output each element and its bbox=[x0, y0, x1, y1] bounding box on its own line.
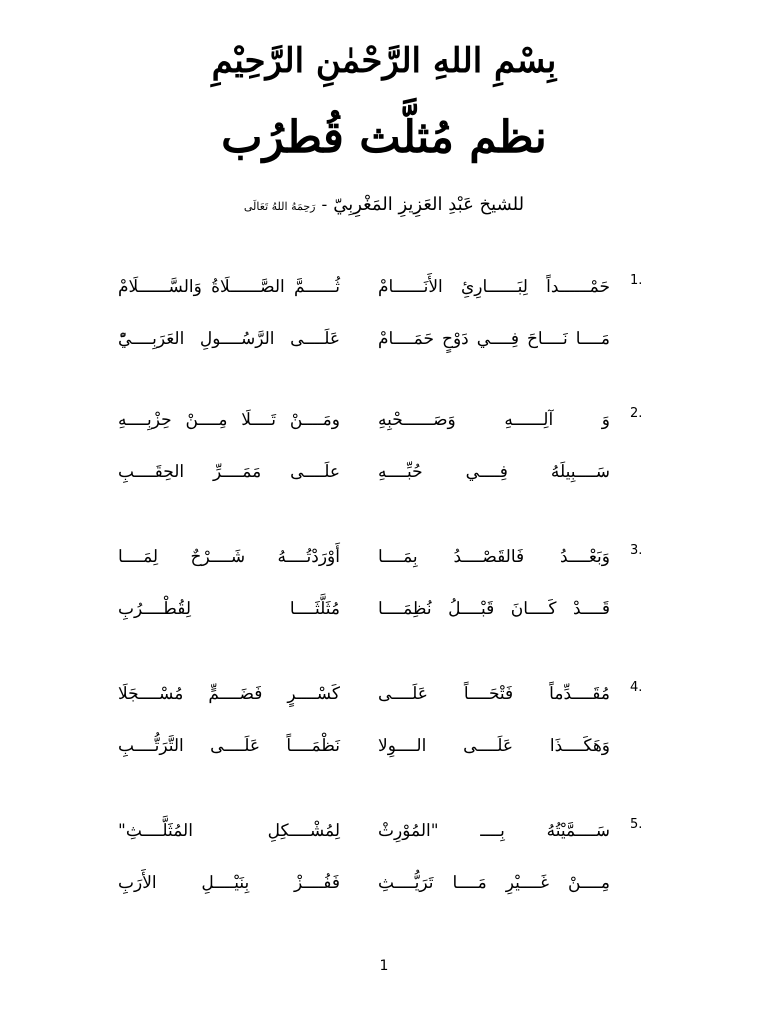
verse-second-hemistich: مُثَلَّثَــــا لِقُطْــــرُبِ bbox=[118, 599, 340, 619]
verse-line bbox=[0, 540, 768, 574]
verse-line bbox=[0, 592, 768, 626]
stanza bbox=[0, 677, 768, 797]
verse-second-hemistich: أَوْرَدْتُــــهُ شَــــرْحٌ لِمَــــا bbox=[118, 547, 340, 567]
stanza bbox=[0, 540, 768, 660]
stanza-number: 1. bbox=[630, 273, 643, 288]
verse-line bbox=[0, 322, 768, 356]
verse-second-hemistich: نَظْمَــــاً عَلَــــى التَّرَتُّــــبِ bbox=[118, 736, 340, 756]
verse-line bbox=[0, 270, 768, 304]
author-name: للشيخ عَبْدِ العَزِيزِ المَغْرِبِيّ bbox=[333, 194, 525, 215]
stanza bbox=[0, 270, 768, 390]
stanza-number: 3. bbox=[630, 543, 643, 558]
verse-line bbox=[0, 455, 768, 489]
verse-first-hemistich: وَبَعْــــدُ فَالقَصْــــدُ بِمَــــا bbox=[378, 547, 610, 567]
verse-line bbox=[0, 403, 768, 437]
page-title: نظم مُثلَّث قُطرُب bbox=[221, 112, 547, 163]
stanza-number: 4. bbox=[630, 680, 643, 695]
verse-first-hemistich: وَ آلِــــــهِ وَصَــــــحْبِهِ bbox=[378, 410, 610, 430]
stanza-number: 2. bbox=[630, 406, 643, 421]
verse-second-hemistich: كَسْــــرٍ فَضَــــمٍّ مُسْــــجَلَا bbox=[118, 684, 340, 704]
verse-first-hemistich: مِــــنْ غَــــيْرِ مَــــا تَرَيُّــــثِ bbox=[378, 873, 610, 893]
verse-first-hemistich: مُقَــــدِّماً فَتْحَــــاً عَلَــــى bbox=[378, 684, 610, 704]
author-separator: - bbox=[321, 195, 328, 215]
verse-line bbox=[0, 729, 768, 763]
stanza bbox=[0, 403, 768, 523]
page-number: 1 bbox=[379, 958, 389, 974]
stanza-number: 5. bbox=[630, 817, 643, 832]
verse-first-hemistich: حَمْــــــداً لِبَــــــارِئِ الأَنَــــــامْ bbox=[378, 277, 610, 297]
verse-line bbox=[0, 866, 768, 900]
verse-line bbox=[0, 814, 768, 848]
verse-second-hemistich: ومَــــنْ تَــــلَا مِــــنْ حِزْبِــــهِ bbox=[118, 410, 340, 430]
author-blessing: رَحِمَهُ اللهُ تَعَالَى bbox=[243, 200, 316, 213]
stanza bbox=[0, 814, 768, 934]
verse-second-hemistich: علَــــى مَمَــــرِّ الحِقَــــبِ bbox=[118, 462, 340, 482]
basmala-calligraphy: بِسْمِ اللهِ الرَّحْمٰنِ الرَّحِيْمِ bbox=[211, 41, 557, 81]
verse-first-hemistich: مَــــا نَــــاحَ فِــــي دَوْحٍ حَمَــــامْ bbox=[378, 329, 610, 349]
verse-second-hemistich: ثُــــــمَّ الصَّــــــلَاةُ وَالسَّــــــلَامْ bbox=[118, 277, 340, 297]
verse-second-hemistich: فَفُــــزْ بِنَيْــــلِ الأَرَبِ bbox=[118, 873, 340, 893]
verse-second-hemistich: لِمُشْــــكِلِ المُثَلَّــــثِ" bbox=[118, 821, 340, 841]
verse-line bbox=[0, 677, 768, 711]
verse-first-hemistich: قَــــدْ كَــــانَ قَبْــــلُ نُظِمَــــا bbox=[378, 599, 610, 619]
verse-first-hemistich: سَــــمَّيْتُهُ بِــــ "المُوْرِثْ bbox=[378, 821, 610, 841]
verse-first-hemistich: سَــــبِيلَهُ فِــــي حُبِّــــهِ bbox=[378, 462, 610, 482]
verse-second-hemistich: عَلَــــى الرَّسُــــولِ العَرَبِــــيّْ bbox=[118, 329, 340, 349]
author-line bbox=[0, 190, 768, 222]
verse-first-hemistich: وَهَكَــــذَا عَلَــــى الــــوِلا bbox=[378, 736, 610, 756]
